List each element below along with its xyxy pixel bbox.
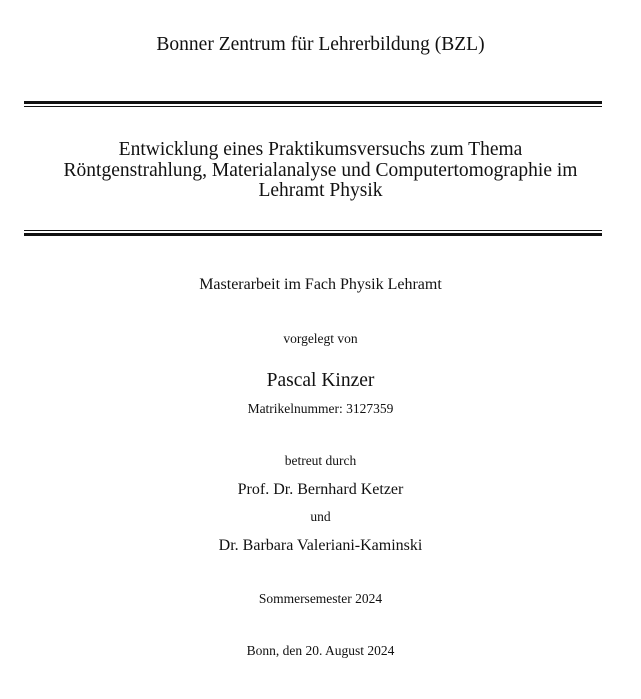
bottom-rule-thick (24, 233, 602, 236)
author-name: Pascal Kinzer (266, 370, 375, 391)
thesis-title (0, 140, 641, 202)
supervisor-2: Dr. Barbara Valeriani-Kaminski (218, 537, 423, 554)
institution-name: Bonner Zentrum für Lehrerbildung (BZL) (156, 34, 485, 55)
thesis-title-line-1: Entwicklung eines Praktikumsversuchs zum Thema (118, 139, 523, 160)
bottom-double-rule (24, 230, 602, 236)
supervisor-1: Prof. Dr. Bernhard Ketzer (237, 481, 404, 498)
bottom-rule-thin (24, 230, 602, 231)
thesis-title-line-2: Röntgenstrahlung, Materialanalyse und Computertomographie im (63, 159, 578, 181)
place-date: Bonn, den 20. August 2024 (246, 643, 395, 658)
top-rule-thin (24, 106, 602, 107)
thesis-title-line-3: Lehramt Physik (258, 180, 383, 201)
thesis-type: Masterarbeit im Fach Physik Lehramt (199, 276, 442, 293)
top-rule-thick (24, 101, 602, 104)
and-label: und (310, 509, 331, 524)
supervised-by-label: betreut durch (284, 453, 357, 468)
top-double-rule (24, 101, 602, 107)
semester: Sommersemester 2024 (258, 591, 383, 606)
matriculation-number: Matrikelnummer: 3127359 (247, 401, 394, 416)
submitted-by-label: vorgelegt von (283, 331, 358, 346)
